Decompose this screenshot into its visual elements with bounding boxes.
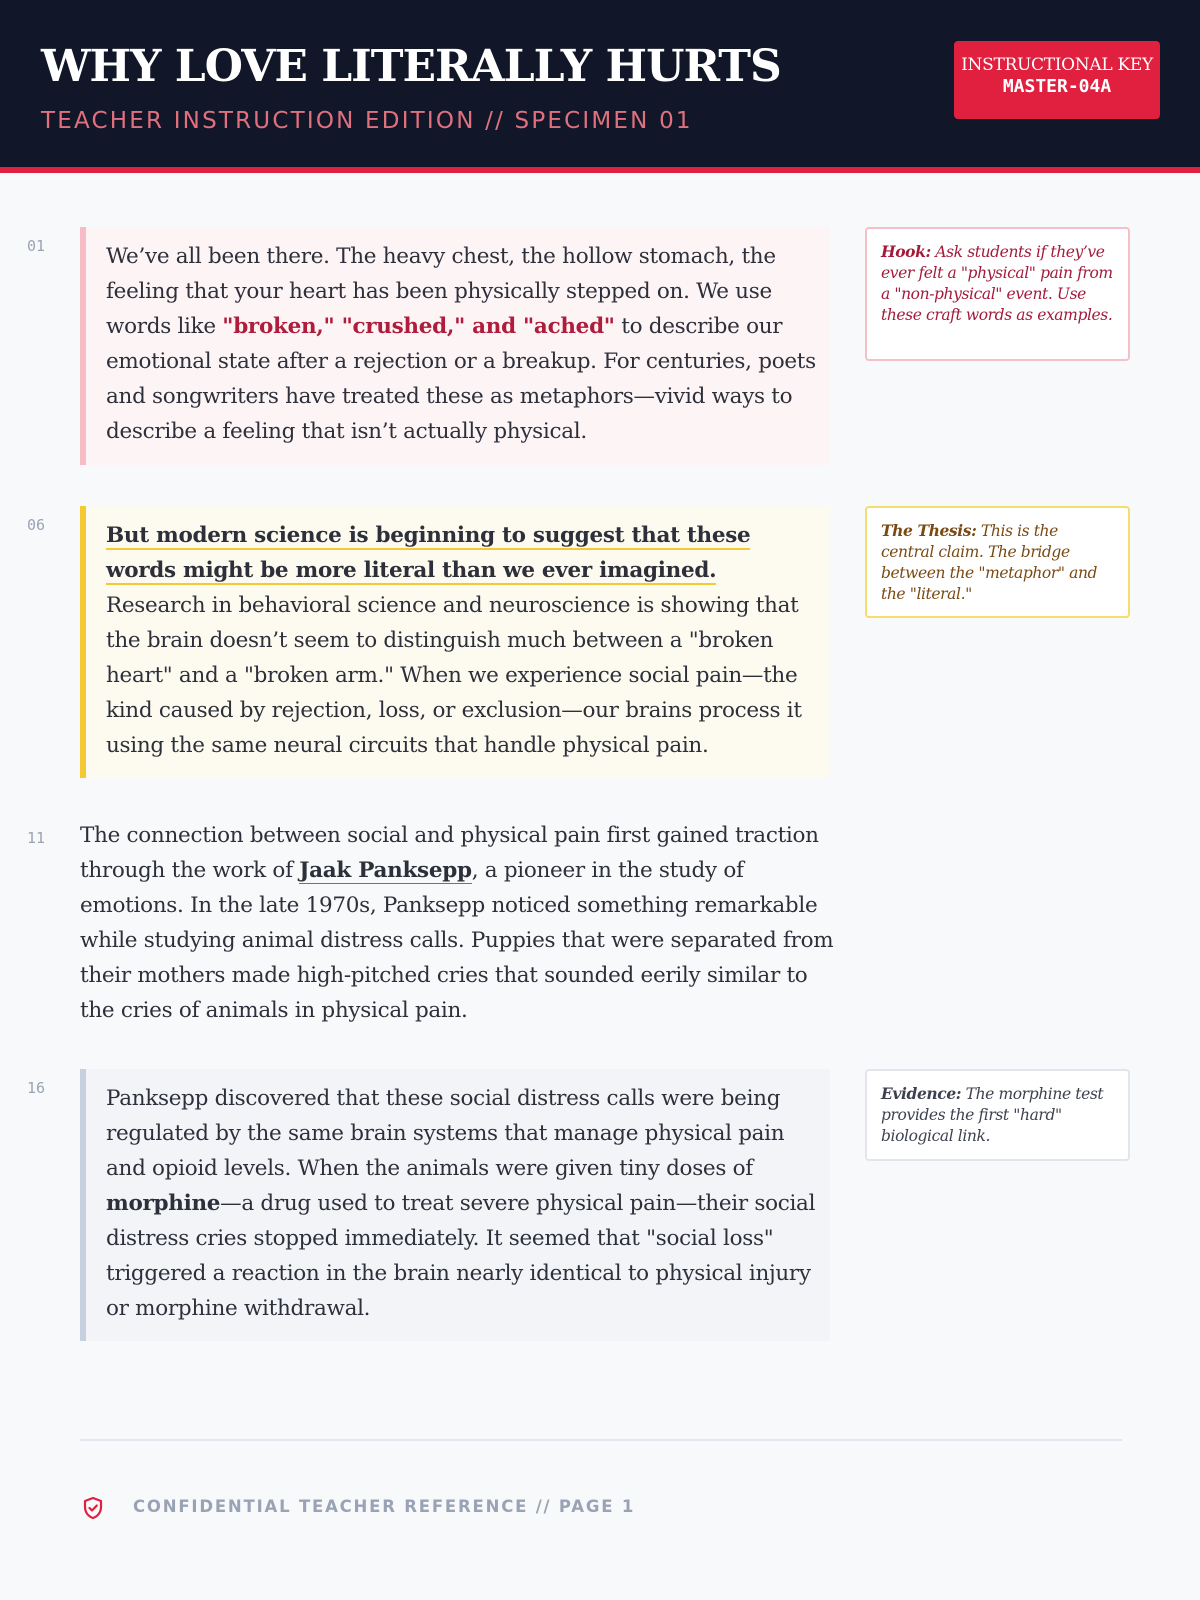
note-text: Ask students if they’ve ever felt a "physical" pain from a "non-physical" event. Use these craft words as examples. <box>881 243 1113 324</box>
page-title: WHY LOVE LITERALLY HURTS <box>41 41 781 92</box>
line-number: 01 <box>27 237 46 255</box>
note-text: This is the central claim. The bridge between the "metaphor" and the "literal." <box>881 522 1098 603</box>
margin-note-evidence <box>865 1069 1130 1161</box>
paragraph-text: —a drug used to treat severe physical pain—their social distress cries stopped immediately. It seemed that "social loss" triggered a reaction in the brain nearly identical to physical injury or morphine withdrawal. <box>106 1191 816 1321</box>
instructional-key-badge <box>954 41 1160 119</box>
paragraph-thesis <box>80 506 830 778</box>
footer-text: CONFIDENTIAL TEACHER REFERENCE // PAGE 1 <box>133 1497 636 1516</box>
thesis-sentence: But modern science is beginning to suggest that these words might be more literal than we ever imagined. <box>106 523 751 583</box>
line-number: 16 <box>27 1079 46 1097</box>
note-label: Evidence: <box>881 1084 962 1103</box>
paragraph-hook <box>80 227 830 465</box>
shield-icon <box>82 1496 104 1520</box>
highlighted-words: "broken," "crushed," and "ached" <box>222 314 615 339</box>
margin-note-thesis <box>865 506 1130 618</box>
key-code: MASTER-04A <box>1002 76 1112 97</box>
researcher-name: Jaak Panksepp <box>299 858 472 883</box>
paragraph-text: Panksepp discovered that these social distress calls were being regulated by the same brain systems that manage physical pain and opioid levels. When the animals were given tiny doses of <box>106 1086 785 1181</box>
line-number: 11 <box>27 829 46 847</box>
note-text: The morphine test provides the first "hard" biological link. <box>881 1085 1104 1145</box>
page-subtitle: TEACHER INSTRUCTION EDITION // SPECIMEN 01 <box>41 108 693 134</box>
paragraph-panksepp <box>80 818 840 1028</box>
paragraph-text: , a pioneer in the study of emotions. In the late 1970s, Panksepp noticed something remarkable while studying animal distress calls. Puppies that were separated from their mothers made high-pitched cries that sounded eerily similar to the cries of animals in physical pain. <box>80 858 834 1023</box>
note-label: Hook: <box>881 242 931 261</box>
paragraph-text: The connection between social and physical pain first gained traction through the work of <box>80 823 819 883</box>
bold-term: morphine <box>106 1191 221 1216</box>
paragraph-text: to describe our emotional state after a rejection or a breakup. For centuries, poets and songwriters have treated these as metaphors—vivid ways to describe a feeling that isn’t actually physical. <box>106 314 816 444</box>
note-label: The Thesis: <box>881 521 977 540</box>
paragraph-text: We’ve all been there. The heavy chest, the hollow stomach, the feeling that your heart has been physically stepped on. We use words like <box>106 244 776 339</box>
line-number: 06 <box>27 516 46 534</box>
margin-note-hook <box>865 227 1130 361</box>
key-label: INSTRUCTIONAL KEY <box>961 55 1153 75</box>
footer-divider <box>80 1439 1122 1441</box>
paragraph-text: Research in behavioral science and neuroscience is showing that the brain doesn’t seem to distinguish much between a "broken heart" and a "broken arm." When we experience social pain—the kind caused by rejection, loss, or exclusion—our brains process it using the same neural circuits that handle physical pain. <box>106 593 802 758</box>
paragraph-evidence <box>80 1069 830 1341</box>
page-header <box>0 0 1200 173</box>
